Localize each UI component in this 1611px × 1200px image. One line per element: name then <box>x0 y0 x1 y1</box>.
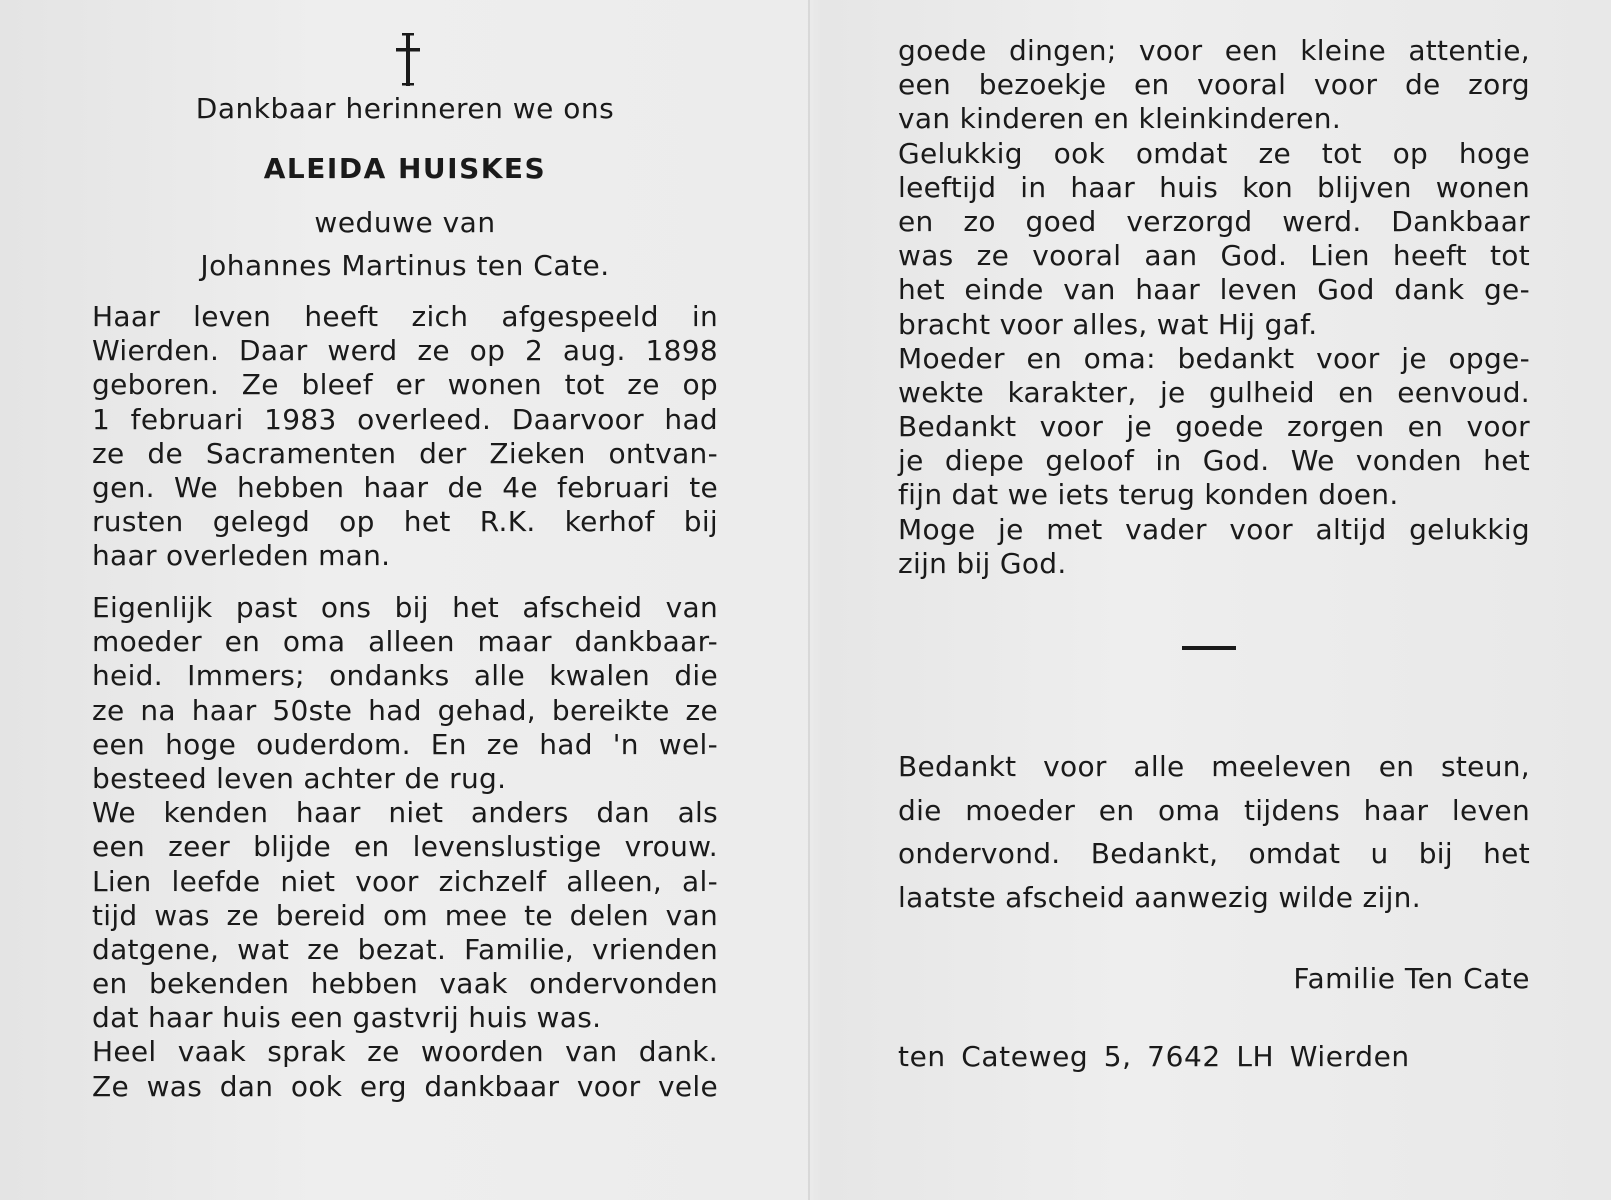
text-line: goede dingen; voor een kleine attentie, <box>898 34 1530 67</box>
text-line: dat haar huis een gastvrij huis was. <box>92 1001 602 1035</box>
intro-text: Dankbaar herinneren we ons <box>195 92 615 125</box>
text-line: leeftijd in haar huis kon blijven wonen <box>898 170 1530 204</box>
center-fold <box>808 0 810 1200</box>
text-line: gen. We hebben haar de 4e februari te <box>92 470 718 504</box>
thanks-paragraph <box>898 745 1530 919</box>
text-line: die moeder en oma tijdens haar leven <box>898 793 1530 827</box>
remembrance-paragraph <box>92 591 718 1104</box>
text-line: Bedankt voor alle meeleven en steun, <box>898 750 1530 783</box>
dash-separator <box>1182 646 1236 650</box>
text-line: ondervond. Bedankt, omdat u bij het <box>898 837 1530 870</box>
text-line: laatste afscheid aanwezig wilde zijn. <box>898 880 1421 914</box>
text-line: 1 februari 1983 overleed. Daarvoor had <box>92 402 718 436</box>
text-line: geboren. Ze bleef er wonen tot ze op <box>92 368 718 402</box>
text-line: Gelukkig ook omdat ze tot op hoge <box>898 136 1530 170</box>
text-line: en bekenden hebben vaak ondervonden <box>92 967 718 1001</box>
text-line: heid. Immers; ondanks alle kwalen die <box>92 659 718 693</box>
text-line: Heel vaak sprak ze woorden van dank. <box>92 1035 718 1069</box>
biography-paragraph <box>92 300 718 574</box>
text-line: van kinderen en kleinkinderen. <box>898 102 1342 136</box>
family-signature: Familie Ten Cate <box>1293 962 1530 995</box>
text-line: bracht voor alles, wat Hij gaf. <box>898 307 1318 341</box>
text-line: Eigenlijk past ons bij het afscheid van <box>92 591 718 624</box>
text-line: je diepe geloof in God. We vonden het <box>898 444 1530 478</box>
text-line: was ze vooral aan God. Lien heeft tot <box>898 239 1530 273</box>
text-line: het einde van haar leven God dank ge- <box>898 273 1530 307</box>
deceased-name: ALEIDA HUISKES <box>263 152 547 185</box>
latin-cross-icon <box>393 30 423 90</box>
text-line: Lien leefde niet voor zichzelf alleen, al- <box>92 864 718 898</box>
text-line: ze na haar 50ste had gehad, bereikte ze <box>92 693 718 727</box>
text-line: fijn dat we iets terug konden doen. <box>898 478 1399 512</box>
continued-paragraph <box>898 34 1530 581</box>
text-line: een bezoekje en vooral voor de zorg <box>898 68 1530 102</box>
text-line: een hoge ouderdom. En ze had 'n wel- <box>92 727 718 761</box>
text-line: besteed leven achter de rug. <box>92 761 507 795</box>
text-line: Moge je met vader voor altijd gelukkig <box>898 512 1530 546</box>
text-line: ze de Sacramenten der Zieken ontvan- <box>92 436 718 470</box>
text-line: Wierden. Daar werd ze op 2 aug. 1898 <box>92 334 718 368</box>
text-line: datgene, wat ze bezat. Familie, vrienden <box>92 932 718 966</box>
text-line: Bedankt voor je goede zorgen en voor <box>898 410 1530 444</box>
text-line: wekte karakter, je gulheid en eenvoud. <box>898 375 1530 409</box>
text-line: We kenden haar niet anders dan als <box>92 796 718 830</box>
text-line: rusten gelegd op het R.K. kerhof bij <box>92 505 718 539</box>
widow-of-text: weduwe van <box>314 206 496 239</box>
text-line: tijd was ze bereid om mee te delen van <box>92 898 718 932</box>
spouse-name: Johannes Martinus ten Cate. <box>200 249 610 282</box>
text-line: Ze was dan ook erg dankbaar voor vele <box>92 1069 718 1103</box>
text-line: zijn bij God. <box>898 546 1067 580</box>
text-line: Haar leven heeft zich afgespeeld in <box>92 300 718 333</box>
text-line: en zo goed verzorgd werd. Dankbaar <box>898 204 1530 238</box>
text-line: moeder en oma alleen maar dankbaar- <box>92 625 718 659</box>
text-line: haar overleden man. <box>92 539 391 573</box>
text-line: een zeer blijde en levenslustige vrouw. <box>92 830 718 864</box>
text-line: Moeder en oma: bedankt voor je opge- <box>898 341 1530 375</box>
family-address: ten Cateweg 5, 7642 LH Wierden <box>898 1040 1410 1073</box>
